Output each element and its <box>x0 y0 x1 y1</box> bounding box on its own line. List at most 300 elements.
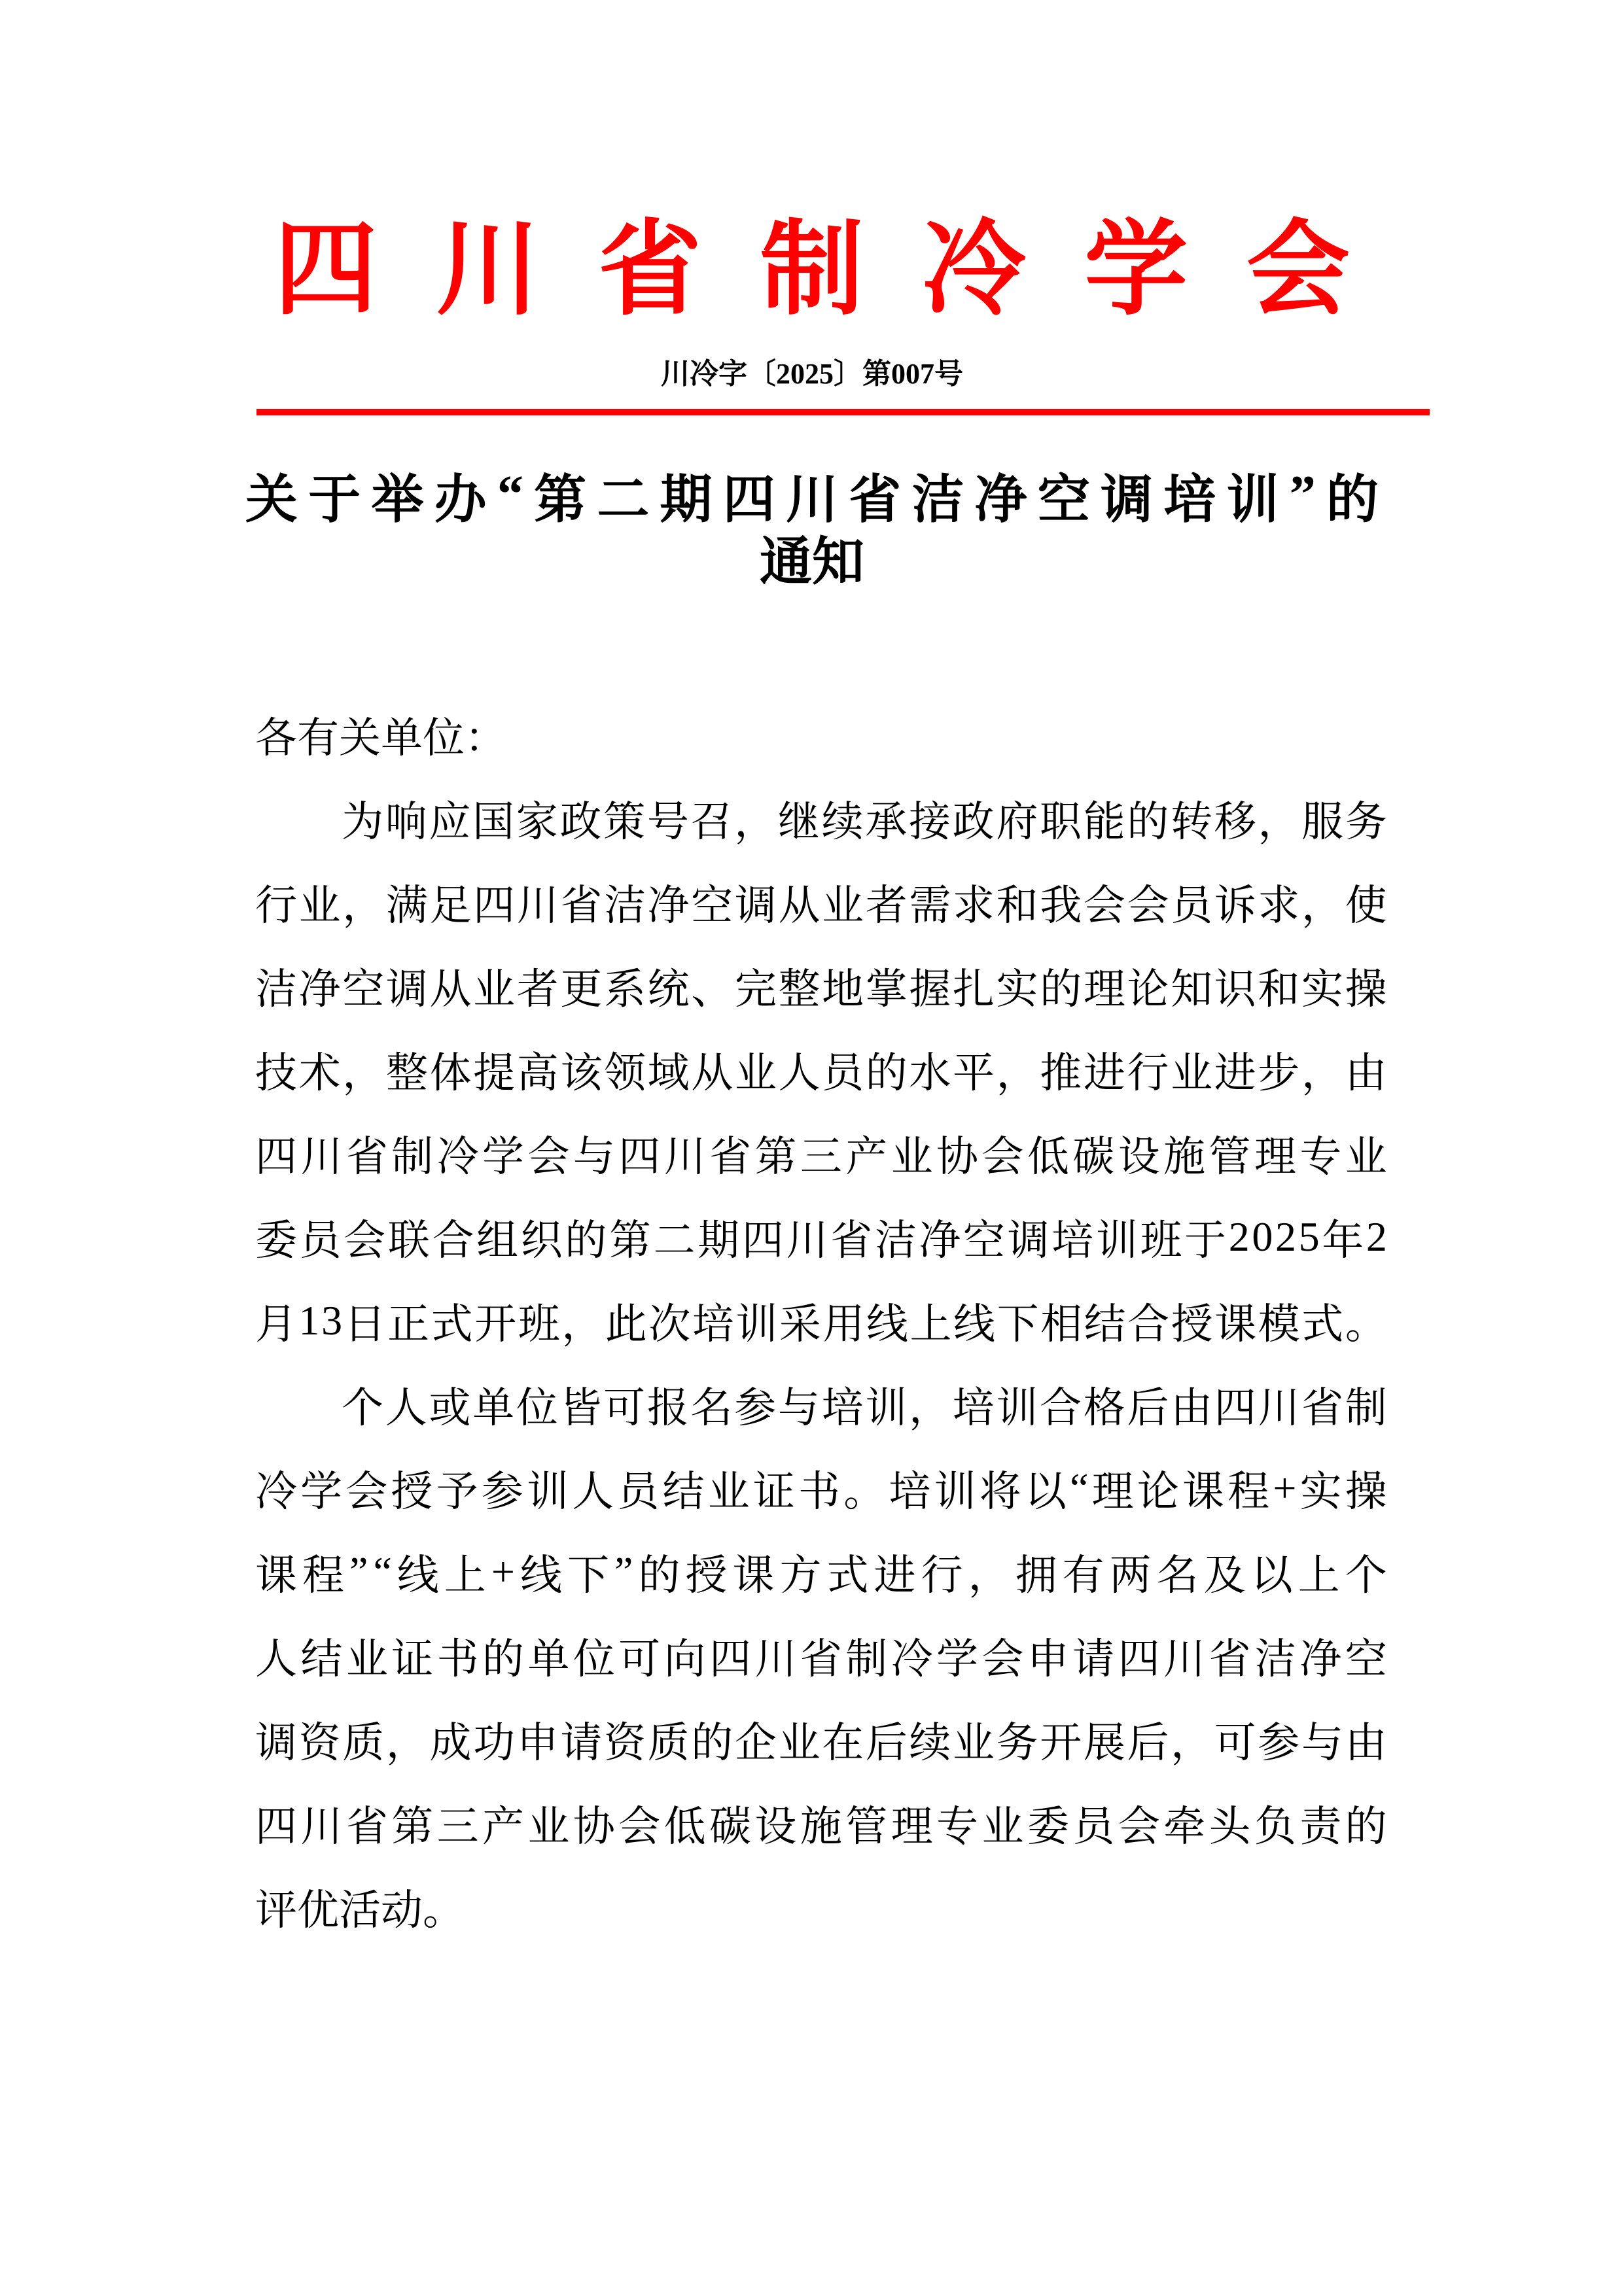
char-glyph: 从 <box>778 882 821 929</box>
char-glyph: 需 <box>909 882 951 929</box>
char-glyph: 授 <box>685 1552 728 1599</box>
char-glyph: 川 <box>754 1636 797 1682</box>
char-glyph: 会 <box>527 1134 570 1180</box>
char-glyph: 者 <box>516 966 559 1013</box>
char-glyph: 承 <box>865 799 908 845</box>
char-glyph: 证 <box>752 1469 795 1515</box>
char-glyph: 的 <box>482 1636 525 1682</box>
char-glyph: 织 <box>520 1217 563 1264</box>
char-glyph: 企 <box>734 1720 777 1766</box>
char-glyph: 各 <box>255 715 297 761</box>
char-glyph: 理 <box>1254 1134 1296 1180</box>
char-glyph: 的 <box>1345 1803 1387 1850</box>
char-glyph: 业 <box>707 1469 750 1515</box>
char-glyph: 、 <box>691 966 733 1013</box>
char-glyph: 系 <box>604 966 646 1013</box>
char-glyph: 模 <box>1258 1301 1300 1348</box>
body-line-12 <box>255 1614 1387 1697</box>
char-glyph: 为 <box>342 799 383 845</box>
char-glyph: 员 <box>822 1050 864 1096</box>
char-glyph: 合 <box>432 1217 474 1264</box>
char-glyph: 空 <box>1037 471 1090 529</box>
char-glyph: 三 <box>436 1803 479 1850</box>
char-glyph: 于 <box>1184 1217 1227 1264</box>
char-glyph: ” <box>1289 465 1316 523</box>
char-glyph: 业 <box>778 1720 821 1766</box>
char-glyph: 训 <box>527 1469 569 1515</box>
char-glyph: 川 <box>300 1134 343 1180</box>
char-glyph: 专 <box>936 1803 979 1850</box>
char-glyph: 操 <box>1345 1469 1387 1515</box>
char-glyph: 业 <box>345 1636 388 1682</box>
char-glyph: 牵 <box>1163 1803 1206 1850</box>
char-glyph: 业 <box>822 882 864 929</box>
char-glyph: 服 <box>1301 799 1344 845</box>
char-glyph: 学 <box>300 1469 343 1515</box>
red-divider-line <box>256 409 1430 415</box>
char-glyph: 人 <box>255 1636 297 1682</box>
char-glyph: ， <box>1258 799 1300 845</box>
char-glyph: 域 <box>647 1050 690 1096</box>
body-line-15 <box>255 1865 1387 1949</box>
char-glyph: 与 <box>573 1134 615 1180</box>
char-glyph: 冷 <box>436 1134 479 1180</box>
char-glyph: + <box>491 1548 515 1595</box>
char-glyph: 人 <box>385 1385 427 1431</box>
char-glyph: 课 <box>732 1552 775 1599</box>
char-glyph: 者 <box>865 882 908 929</box>
char-glyph: 资 <box>298 1720 341 1766</box>
char-glyph: 。 <box>423 1887 465 1934</box>
char-glyph: 头 <box>1209 1803 1251 1850</box>
char-glyph: 后 <box>865 1720 908 1766</box>
char-glyph: 设 <box>754 1803 797 1850</box>
char-glyph: 功 <box>473 1720 516 1766</box>
char-glyph: 的 <box>1326 471 1379 529</box>
char-glyph: 名 <box>1156 1552 1199 1599</box>
char-glyph: 式 <box>1301 1301 1344 1348</box>
char-glyph: 二 <box>597 471 650 529</box>
char-glyph: 第 <box>609 1217 651 1264</box>
char-glyph: ， <box>561 1301 604 1348</box>
char-glyph: 拥 <box>1015 1552 1057 1599</box>
char-glyph: 会 <box>1118 1803 1160 1850</box>
char-glyph: 转 <box>1171 799 1213 845</box>
char-glyph: 此 <box>605 1301 647 1348</box>
char-glyph: ， <box>908 1385 951 1431</box>
char-glyph: 办 <box>434 471 487 529</box>
char-glyph: 授 <box>1171 1301 1213 1348</box>
char-glyph: ， <box>342 1050 385 1096</box>
char-glyph: 培 <box>1163 471 1216 529</box>
char-glyph: 政 <box>952 799 995 845</box>
char-glyph: 满 <box>385 882 428 929</box>
char-glyph: 动 <box>381 1887 423 1934</box>
char-glyph: 掌 <box>865 966 908 1013</box>
char-glyph: 理 <box>1083 966 1125 1013</box>
char-glyph: 责 <box>1299 1803 1342 1850</box>
char-glyph: 2 <box>1275 1213 1296 1260</box>
char-glyph: 。 <box>1345 1301 1387 1348</box>
char-glyph: 省 <box>849 471 902 529</box>
char-glyph: 会 <box>618 1803 661 1850</box>
char-glyph: 空 <box>691 882 733 929</box>
char-glyph: 行 <box>921 1552 963 1599</box>
char-glyph: 务 <box>1345 799 1387 845</box>
char-glyph: 第 <box>534 471 587 529</box>
char-glyph: 于 <box>308 471 361 529</box>
char-glyph: 完 <box>734 966 777 1013</box>
char-glyph: 从 <box>691 1050 733 1096</box>
char-glyph: 皆 <box>559 1385 602 1431</box>
char-glyph: 川 <box>786 1217 828 1264</box>
char-glyph: 召 <box>690 799 733 845</box>
char-glyph: 次 <box>648 1301 691 1348</box>
char-glyph: 0 <box>1252 1213 1273 1260</box>
char-glyph: 训 <box>735 1301 778 1348</box>
body-text <box>255 693 1387 1949</box>
body-line-14 <box>255 1781 1387 1865</box>
char-glyph: 1 <box>298 1297 320 1344</box>
char-glyph: 人 <box>778 1050 821 1096</box>
char-glyph: 期 <box>660 471 713 529</box>
char-glyph: 参 <box>1258 1720 1300 1766</box>
char-glyph: 优 <box>297 1887 339 1934</box>
char-glyph: 空 <box>1345 1636 1387 1682</box>
char-glyph: 续 <box>909 1720 951 1766</box>
char-glyph: + <box>1273 1465 1297 1511</box>
char-glyph: ， <box>1301 1050 1343 1096</box>
char-glyph: 川 <box>785 471 838 529</box>
char-glyph: 学 <box>482 1134 525 1180</box>
char-glyph: 书 <box>798 1469 841 1515</box>
char-glyph: 行 <box>1127 1050 1169 1096</box>
char-glyph: 四 <box>722 471 775 529</box>
char-glyph: 产 <box>845 1134 888 1180</box>
char-glyph: 洁 <box>255 966 297 1013</box>
char-glyph: 下 <box>567 1552 610 1599</box>
char-glyph: 位 <box>423 715 465 761</box>
char-glyph: 与 <box>1301 1720 1343 1766</box>
char-glyph: 我 <box>1040 882 1082 929</box>
char-glyph: 二 <box>653 1217 696 1264</box>
char-glyph: 四 <box>618 1134 661 1180</box>
char-glyph: 员 <box>1171 882 1213 929</box>
char-glyph: 制 <box>1345 1385 1387 1431</box>
char-glyph: 或 <box>429 1385 471 1431</box>
char-glyph: 5 <box>1298 1213 1320 1260</box>
char-glyph: 四 <box>255 1803 297 1850</box>
body-line-8 <box>255 1279 1387 1363</box>
char-glyph: 制 <box>391 1134 434 1180</box>
char-glyph: 班 <box>1140 1217 1182 1264</box>
char-glyph: 职 <box>1040 799 1082 845</box>
char-glyph: 。 <box>843 1469 886 1515</box>
char-glyph: 以 <box>1250 1552 1293 1599</box>
char-glyph: 四 <box>1214 1385 1256 1431</box>
char-glyph: 开 <box>1040 1720 1082 1766</box>
char-glyph: 学 <box>1084 213 1188 328</box>
char-glyph: 川 <box>516 882 559 929</box>
body-line-3 <box>255 860 1387 944</box>
char-glyph: 的 <box>1040 966 1082 1013</box>
char-glyph: 施 <box>1163 1134 1206 1180</box>
char-glyph: 实 <box>1299 1469 1342 1515</box>
char-glyph: 理 <box>1091 1469 1134 1515</box>
char-glyph: 式 <box>826 1552 869 1599</box>
char-glyph: 由 <box>1345 1050 1387 1096</box>
char-glyph: 使 <box>1345 882 1387 929</box>
notice-title-line1 <box>245 461 1379 529</box>
char-glyph: 方 <box>779 1552 822 1599</box>
body-line-5 <box>255 1028 1387 1111</box>
char-glyph: 年 <box>1322 1217 1364 1264</box>
char-glyph: 制 <box>845 1636 888 1682</box>
char-glyph: 合 <box>1040 1385 1082 1431</box>
char-glyph: 识 <box>1214 966 1256 1013</box>
char-glyph: 期 <box>697 1217 740 1264</box>
char-glyph: 个 <box>342 1385 383 1431</box>
char-glyph: 净 <box>298 966 341 1013</box>
char-glyph: 培 <box>1051 1217 1094 1264</box>
char-glyph: 训 <box>934 1469 976 1515</box>
char-glyph: ， <box>385 1720 428 1766</box>
char-glyph: 洁 <box>874 1217 917 1264</box>
char-glyph: 训 <box>1095 1217 1138 1264</box>
char-glyph: ” <box>349 1548 368 1595</box>
char-glyph: 3 <box>321 1297 343 1344</box>
char-glyph: 调 <box>385 966 428 1013</box>
char-glyph: 冷 <box>922 213 1026 328</box>
char-glyph: 员 <box>299 1217 342 1264</box>
char-glyph: 统 <box>647 966 690 1013</box>
char-glyph: 业 <box>734 1050 777 1096</box>
char-glyph: 学 <box>936 1636 979 1682</box>
char-glyph: 业 <box>298 882 341 929</box>
char-glyph: 应 <box>429 799 471 845</box>
char-glyph: 的 <box>865 1050 908 1096</box>
char-glyph: 班 <box>518 1301 560 1348</box>
char-glyph: 2 <box>1366 1213 1387 1260</box>
char-glyph: 与 <box>777 1385 820 1431</box>
char-glyph: 进 <box>1083 1050 1125 1096</box>
char-glyph: 员 <box>617 1469 660 1515</box>
char-glyph: 续 <box>821 799 864 845</box>
char-glyph: 足 <box>429 882 472 929</box>
body-line-1 <box>255 693 1387 776</box>
char-glyph: 上 <box>909 1301 952 1348</box>
char-glyph: 省 <box>345 1134 388 1180</box>
body-line-13 <box>255 1697 1387 1781</box>
char-glyph: 施 <box>800 1803 842 1850</box>
char-glyph: 活 <box>339 1887 381 1934</box>
char-glyph: ， <box>734 799 777 845</box>
char-glyph: 省 <box>1209 1636 1251 1682</box>
char-glyph: 成 <box>429 1720 472 1766</box>
char-glyph: 质 <box>647 1720 690 1766</box>
char-glyph: 空 <box>963 1217 1005 1264</box>
char-glyph: 进 <box>874 1552 916 1599</box>
char-glyph: 业 <box>1345 1134 1387 1180</box>
char-glyph: 业 <box>527 1803 570 1850</box>
char-glyph: 专 <box>1299 1134 1342 1180</box>
char-glyph: 结 <box>1084 1301 1126 1348</box>
char-glyph: 操 <box>1345 966 1387 1013</box>
body-line-4 <box>255 944 1387 1028</box>
char-glyph: 业 <box>981 1803 1024 1850</box>
char-glyph: 有 <box>297 715 339 761</box>
char-glyph: 求 <box>1258 882 1300 929</box>
char-glyph: 扎 <box>953 966 995 1013</box>
char-glyph: 2 <box>1228 1213 1250 1260</box>
char-glyph: 人 <box>572 1469 614 1515</box>
char-glyph: 水 <box>909 1050 951 1096</box>
char-glyph: 省 <box>1301 1385 1344 1431</box>
char-glyph: “ <box>373 1548 392 1595</box>
char-glyph: ： <box>465 715 506 761</box>
char-glyph: 响 <box>385 799 427 845</box>
char-glyph: 联 <box>387 1217 430 1264</box>
char-glyph: 线 <box>397 1552 439 1599</box>
char-glyph: “ <box>1070 1465 1089 1511</box>
char-glyph: 评 <box>255 1887 297 1934</box>
char-glyph: 训 <box>1226 471 1279 529</box>
char-glyph: 实 <box>1301 966 1343 1013</box>
char-glyph: 位 <box>516 1385 558 1431</box>
char-glyph: 课 <box>1182 1469 1225 1515</box>
char-glyph: 及 <box>1203 1552 1246 1599</box>
char-glyph: 国 <box>472 799 515 845</box>
char-glyph: 技 <box>255 1050 297 1096</box>
char-glyph: 四 <box>255 1134 297 1180</box>
char-glyph: 体 <box>429 1050 472 1096</box>
char-glyph: 产 <box>482 1803 525 1850</box>
char-glyph: 结 <box>662 1469 705 1515</box>
char-glyph: 后 <box>1127 1385 1169 1431</box>
char-glyph: 举 <box>371 471 424 529</box>
char-glyph: 组 <box>476 1217 519 1264</box>
char-glyph: 低 <box>663 1803 706 1850</box>
char-glyph: 采 <box>779 1301 821 1348</box>
char-glyph: 报 <box>646 1385 689 1431</box>
letterhead <box>0 208 1624 328</box>
char-glyph: 调 <box>734 882 777 929</box>
char-glyph: 请 <box>1072 1636 1115 1682</box>
char-glyph: 有 <box>1062 1552 1104 1599</box>
body-line-2 <box>255 776 1387 860</box>
char-glyph: 策 <box>603 799 646 845</box>
char-glyph: 协 <box>573 1803 615 1850</box>
char-glyph: 由 <box>1171 1385 1213 1431</box>
char-glyph: 净 <box>647 882 690 929</box>
char-glyph: 程 <box>302 1552 345 1599</box>
char-glyph: 个 <box>1345 1552 1387 1599</box>
char-glyph: 合 <box>1127 1301 1170 1348</box>
char-glyph: 会 <box>344 1217 386 1264</box>
char-glyph: 省 <box>598 213 702 328</box>
char-glyph: “ <box>497 465 523 523</box>
char-glyph: 业 <box>1171 1050 1213 1096</box>
char-glyph: 知 <box>1171 966 1213 1013</box>
char-glyph: 冷 <box>255 1469 297 1515</box>
char-glyph: 用 <box>822 1301 865 1348</box>
char-glyph: 地 <box>822 966 864 1013</box>
char-glyph: 业 <box>473 966 516 1013</box>
char-glyph: 论 <box>1127 966 1169 1013</box>
char-glyph: 关 <box>245 471 298 529</box>
char-glyph: 握 <box>909 966 951 1013</box>
char-glyph: 月 <box>255 1301 297 1348</box>
char-glyph: 制 <box>760 213 864 328</box>
char-glyph: 培 <box>952 1385 995 1431</box>
char-glyph: 府 <box>996 799 1038 845</box>
char-glyph: 式 <box>431 1301 473 1348</box>
char-glyph: 理 <box>891 1803 933 1850</box>
char-glyph: 程 <box>1227 1469 1270 1515</box>
notice-title <box>0 461 1624 529</box>
char-glyph: 高 <box>516 1050 559 1096</box>
char-glyph: 日 <box>344 1301 386 1348</box>
char-glyph: 名 <box>690 1385 733 1431</box>
char-glyph: 以 <box>1024 1469 1067 1515</box>
char-glyph: 可 <box>618 1636 661 1682</box>
body-line-10 <box>255 1446 1387 1530</box>
char-glyph: 管 <box>1209 1134 1251 1180</box>
char-glyph: 进 <box>1214 1050 1256 1096</box>
char-glyph: 省 <box>830 1217 873 1264</box>
char-glyph: 净 <box>1299 1636 1342 1682</box>
char-glyph: 予 <box>436 1469 478 1515</box>
char-glyph: 参 <box>734 1385 777 1431</box>
char-glyph: 省 <box>800 1636 842 1682</box>
char-glyph: 设 <box>1118 1134 1160 1180</box>
char-glyph: ， <box>1301 882 1343 929</box>
char-glyph: 相 <box>1040 1301 1083 1348</box>
char-glyph: 线 <box>866 1301 908 1348</box>
char-glyph: 格 <box>1083 1385 1125 1431</box>
char-glyph: 业 <box>891 1134 933 1180</box>
body-line-6 <box>255 1111 1387 1195</box>
char-glyph: 碳 <box>1072 1134 1115 1180</box>
char-glyph: 接 <box>908 799 951 845</box>
char-glyph: 的 <box>1127 799 1169 845</box>
char-glyph: 诉 <box>1214 882 1256 929</box>
char-glyph: 省 <box>345 1803 388 1850</box>
char-glyph: 调 <box>1007 1217 1050 1264</box>
char-glyph: 线 <box>953 1301 996 1348</box>
char-glyph: 员 <box>1072 1803 1115 1850</box>
char-glyph: 第 <box>754 1134 797 1180</box>
char-glyph: 低 <box>1027 1134 1069 1180</box>
char-glyph: 的 <box>691 1720 733 1766</box>
char-glyph: 移 <box>1214 799 1256 845</box>
char-glyph: 调 <box>255 1720 297 1766</box>
char-glyph: 号 <box>646 799 689 845</box>
char-glyph: ， <box>996 1050 1038 1096</box>
char-glyph: 川 <box>663 1134 706 1180</box>
char-glyph: 川 <box>436 213 540 328</box>
char-glyph: 的 <box>565 1217 607 1264</box>
char-glyph: 省 <box>560 882 603 929</box>
char-glyph: 空 <box>342 966 385 1013</box>
char-glyph: 培 <box>692 1301 734 1348</box>
char-glyph: 政 <box>559 799 602 845</box>
char-glyph: 会 <box>1127 882 1169 929</box>
char-glyph: 两 <box>1109 1552 1152 1599</box>
char-glyph: 洁 <box>604 882 646 929</box>
char-glyph: 行 <box>255 882 297 929</box>
char-glyph: 协 <box>936 1134 979 1180</box>
